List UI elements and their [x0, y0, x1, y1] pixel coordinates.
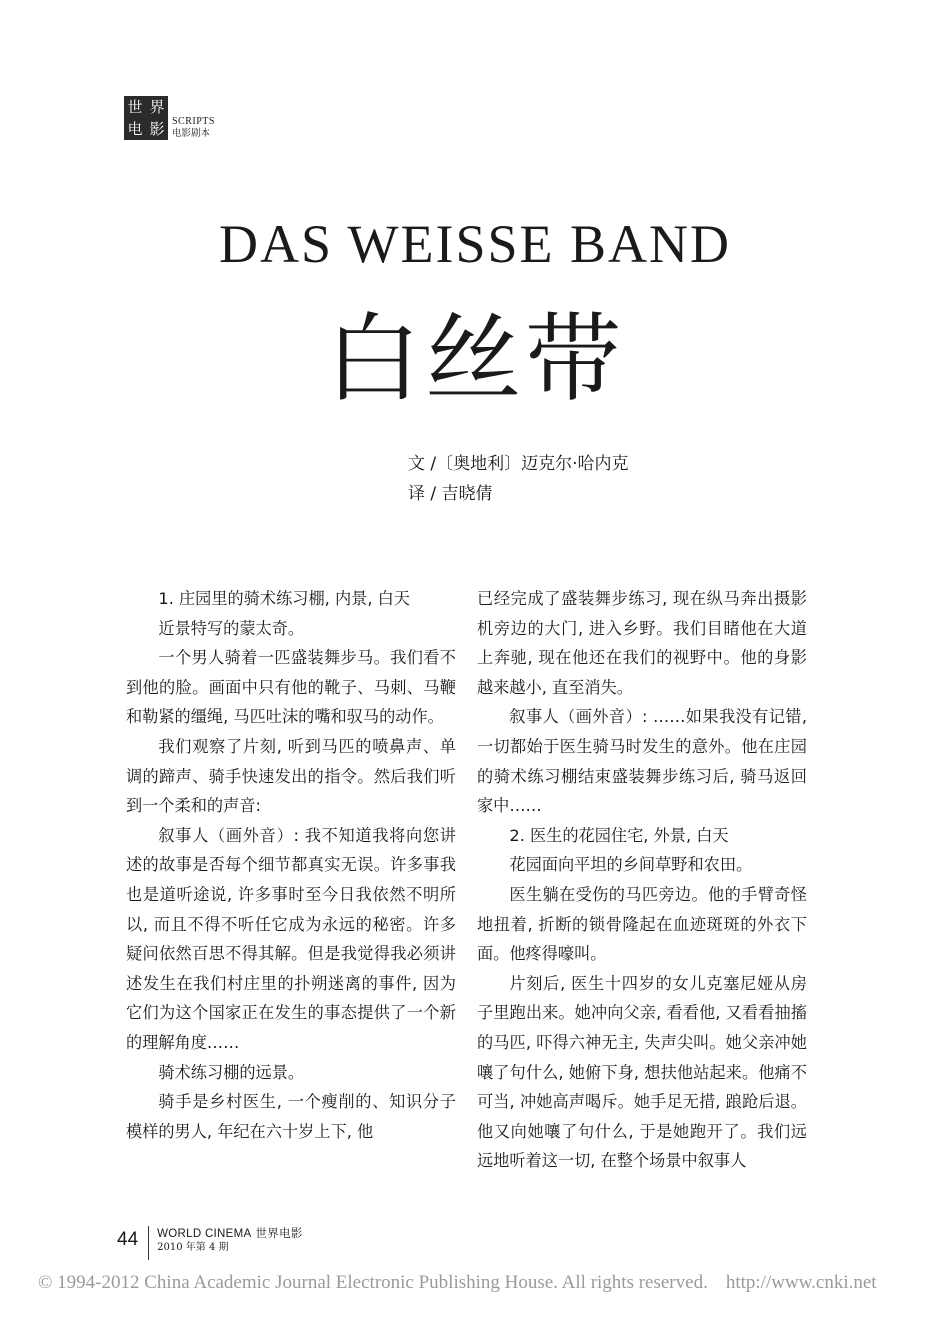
paragraph: 叙事人（画外音）: ……如果我没有记错, 一切都始于医生骑马时发生的意外。他在庄园的骑术练习棚结束盛装舞步练习后, 骑马返回家中…… — [477, 707, 807, 816]
footer-journal-title — [157, 1226, 303, 1241]
paragraph: 骑手是乡村医生, 一个瘦削的、知识分子模样的男人, 年纪在六十岁上下, 他 — [126, 1092, 456, 1141]
paragraph: 已经完成了盛装舞步练习, 现在纵马奔出摄影机旁边的大门, 进入乡野。我们目睹他在大道上奔驰, 现在他还在我们的视野中。他的身影越来越小, 直至消失。 — [477, 589, 807, 697]
footer-divider — [148, 1226, 149, 1260]
translator-credit: 译 / 吉晓倩 — [408, 484, 493, 504]
page-number: 44 — [117, 1229, 139, 1250]
page-footer — [117, 1226, 303, 1260]
paragraph: 近景特写的蒙太奇。 — [158, 618, 305, 638]
paragraph: 我们观察了片刻, 听到马匹的喷鼻声、单调的蹄声、骑手快速发出的指令。然后我们听到一个柔和的声音: — [126, 736, 456, 816]
footer-journal-info — [157, 1226, 303, 1255]
paragraph: 叙事人（画外音）: 我不知道我将向您讲述的故事是否每个细节都真实无误。许多事我也是道听途说, 许多事时至今日我依然不明所以, 而且不得不听任它成为永远的秘密。许多疑问依然百思不得其解。但是我觉得我必须讲述发生在我们村庄里的扑朔迷离的事件, 因为它们为这个国家正在发生的事态提供了一个新的理解角度…… — [126, 825, 456, 1052]
journal-name-en: WORLD CINEMA — [157, 1228, 252, 1240]
paragraph: 1. 庄园里的骑术练习棚, 内景, 白天 — [158, 589, 410, 608]
journal-name-cn: 世界电影 — [255, 1226, 303, 1240]
section-label-cn: 电影剧本 — [172, 128, 211, 139]
paragraph: 骑术练习棚的远景。 — [158, 1062, 305, 1082]
credits — [408, 449, 629, 509]
section-label — [172, 116, 215, 140]
body-column-left — [126, 584, 456, 1146]
paragraph: 一个男人骑着一匹盛装舞步马。我们看不到他的脸。画面中只有他的靴子、马刺、马鞭和勒紧的缰绳, 马匹吐沫的嘴和驭马的动作。 — [126, 648, 456, 727]
logo-char-1: 世 — [127, 98, 143, 116]
copyright-url[interactable]: http://www.cnki.net — [725, 1272, 877, 1293]
logo-box — [124, 96, 168, 140]
paragraph: 片刻后, 医生十四岁的女儿克塞尼娅从房子里跑出来。她冲向父亲, 看看他, 又看看抽搐的马匹, 吓得六神无主, 失声尖叫。她父亲冲她嚷了句什么, 她俯下身, 想扶他站起来。他痛不可当, 冲她高声喝斥。她手足无措, 踉跄后退。他又向她嚷了句什么, 于是她跑开了。我们远远地听着这一切, 在整个场景中叙事人 — [477, 973, 807, 1171]
author-credit: 文 /〔奥地利〕迈克尔·哈内克 — [408, 454, 629, 474]
copyright-line — [38, 1271, 938, 1295]
body-column-right — [477, 584, 807, 1176]
copyright-text: © 1994-2012 China Academic Journal Electronic Publishing House. All rights reserved. — [38, 1272, 708, 1293]
title-english: DAS WEISSE BAND — [218, 214, 732, 274]
logo-char-4: 影 — [149, 120, 165, 138]
paragraph: 花园面向平坦的乡间草野和农田。 — [509, 855, 753, 875]
logo-char-2: 界 — [149, 98, 165, 116]
title-chinese: 白丝带 — [325, 303, 625, 415]
journal-logo — [124, 96, 215, 140]
paragraph: 医生躺在受伤的马匹旁边。他的手臂奇怪地扭着, 折断的锁骨隆起在血迹斑斑的外衣下面。他疼得嚎叫。 — [477, 884, 807, 964]
paragraph: 2. 医生的花园住宅, 外景, 白天 — [509, 825, 729, 845]
section-label-en: SCRIPTS — [172, 116, 215, 127]
logo-char-3: 电 — [127, 120, 143, 138]
issue-number: 2010 年第 4 期 — [157, 1242, 229, 1253]
